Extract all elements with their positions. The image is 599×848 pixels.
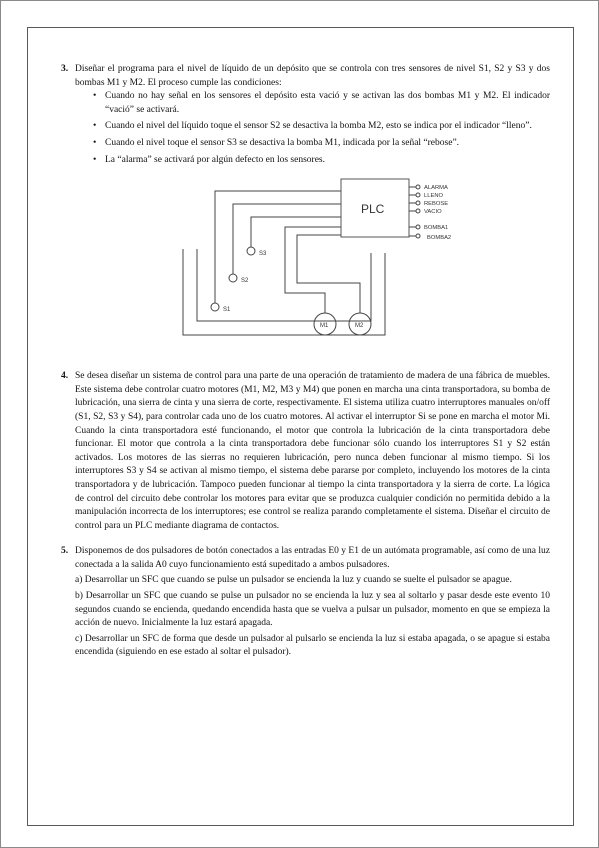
question-part-a: a) Desarrollar un SFC que cuando se pulse un pulsador se encienda la luz y cuando se suelte el pulsador se apague. bbox=[75, 575, 512, 586]
sensor-s2-wire bbox=[233, 204, 341, 274]
sensor-label-s2: S2 bbox=[241, 278, 249, 285]
bullet-icon: • bbox=[93, 154, 97, 165]
output-label-vacio: VACIO bbox=[424, 209, 442, 216]
plc-label: PLC bbox=[361, 202, 385, 217]
motor-m2-wire bbox=[297, 235, 360, 313]
rebose-terminal-icon bbox=[416, 201, 420, 205]
question-part-c: c) Desarrollar un SFC de forma que desde un pulsador al pulsarlo se encienda la luz si estaba apagada, o se apague si estaba encendida (siguiendo en ese estado al soltar el pulsador). bbox=[75, 633, 550, 658]
question-3 bbox=[61, 63, 550, 90]
output-label-rebose: REBOSE bbox=[424, 201, 449, 208]
bullet-item bbox=[93, 137, 550, 151]
bullet-text: Cuando el nivel toque el sensor S3 se desactiva la bomba M1, indicada por la señal “rebose”. bbox=[105, 137, 460, 148]
question-part-b: b) Desarrollar un SFC que cuando se pulse un pulsador no se encienda la luz y sea al soltarlo y pasar desde este evento 10 segundos cuando se encienda, quedando encendida hasta que se vuelva a pulsar un pulsador, momento en que se empieza la acción de nuevo. Inicialmente la luz estará apagada. bbox=[75, 591, 550, 629]
document-content bbox=[61, 63, 550, 660]
bomba2-terminal-icon bbox=[416, 234, 420, 238]
question-intro: Disponemos de dos pulsadores de botón conectados a las entradas E0 y E1 de un autómata programable, así como de una luz conectada a la salida A0 cuyo funcionamiento está supeditado a ambos pulsadores. bbox=[75, 546, 550, 570]
bullet-icon: • bbox=[93, 137, 97, 148]
bomba1-terminal-icon bbox=[416, 225, 420, 229]
motor-label-m1: M1 bbox=[320, 323, 329, 330]
question-number: 3. bbox=[61, 64, 69, 74]
output-label-lleno: LLENO bbox=[424, 193, 444, 200]
motor-m1-wire bbox=[285, 227, 341, 313]
sensor-label-s1: S1 bbox=[223, 307, 231, 314]
question-intro: Diseñar el programa para el nivel de líquido de un depósito que se controla con tres sensores de nivel S1, S2 y S3 y dos bombas M1 y M2. El proceso cumple las condiciones: bbox=[75, 64, 550, 88]
bullet-item bbox=[93, 154, 550, 168]
bullet-icon: • bbox=[93, 121, 97, 132]
sensor-s1-wire bbox=[215, 191, 341, 303]
lleno-terminal-icon bbox=[416, 193, 420, 197]
sensor-s2-icon bbox=[229, 274, 237, 282]
tank-plc-diagram bbox=[75, 173, 550, 358]
vacio-terminal-icon bbox=[416, 209, 420, 213]
bullet-item bbox=[93, 90, 550, 117]
diagram-svg bbox=[75, 173, 550, 358]
question-text: Se desea diseñar un sistema de control para una parte de una operación de tratamiento de madera de una fábrica de muebles. Este sistema debe controlar cuatro motores (M1, M2, M3 y M4) que ponen en marcha una cinta transportadora, su bomba de lubricación, una sierra de cinta y una sierra de corte, respectivamente. El sistema utiliza cuatro interruptores manuales on/off (S1, S2, S3 y S4), para controlar cada uno de los cuatro motores. Al activar el interruptor Si se pone en marcha el motor Mi. Cuando la cinta transportadora esté funcionando, el motor que controla la lubricación de la cinta transportadora debe funcionar. El motor que controla a la cinta transportadora debe funcionar sólo cuando los interruptores S1 y S2 están activados. Los motores de las sierras no requieren lubricación, pero nunca deben funcionar al mismo tiempo. Si los interruptores S3 y S4 se activan al mismo tiempo, el sistema debe pararse por completo, incluyendo los motores de la cinta transportadora y de lubricación. Tampoco pueden funcionar al tiempo la cinta transportadora y la sierra de corte. La lógica de control del circuito debe controlar los motores para evitar que se produzca cualquier condición no permitida debido a la manipulación incorrecta de los interruptores; ese control se realiza parando completamente el sistema. Diseñar el circuito de control para un PLC mediante diagrama de contactos. bbox=[75, 371, 550, 531]
bullet-text: Cuando no hay señal en los sensores el depósito esta vació y se activan las dos bombas M1 y M2. El indicador “vació” se activará. bbox=[105, 91, 550, 115]
pump-label-bomba1: BOMBA1 bbox=[424, 225, 449, 232]
output-label-alarma: ALARMA bbox=[424, 185, 448, 192]
question-4 bbox=[61, 370, 550, 533]
alarma-terminal-icon bbox=[416, 185, 420, 189]
question-number: 4. bbox=[61, 371, 69, 382]
bullet-icon: • bbox=[93, 91, 97, 102]
sensor-s3-wire bbox=[251, 217, 341, 247]
question-5 bbox=[61, 545, 550, 660]
motor-label-m2: M2 bbox=[355, 323, 364, 330]
question-number: 5. bbox=[61, 546, 69, 557]
bullet-text: Cuando el nivel del líquido toque el sensor S2 se desactiva la bomba M2, esto se indica por el indicador “lleno”. bbox=[105, 121, 532, 132]
pump-label-bomba2: BOMBA2 bbox=[427, 235, 452, 242]
sensor-s3-icon bbox=[247, 247, 255, 255]
sensor-label-s3: S3 bbox=[259, 251, 267, 258]
bullet-item bbox=[93, 120, 550, 134]
bullet-text: La “alarma” se activará por algún defecto en los sensores. bbox=[105, 154, 325, 165]
sensor-s1-icon bbox=[211, 303, 219, 311]
